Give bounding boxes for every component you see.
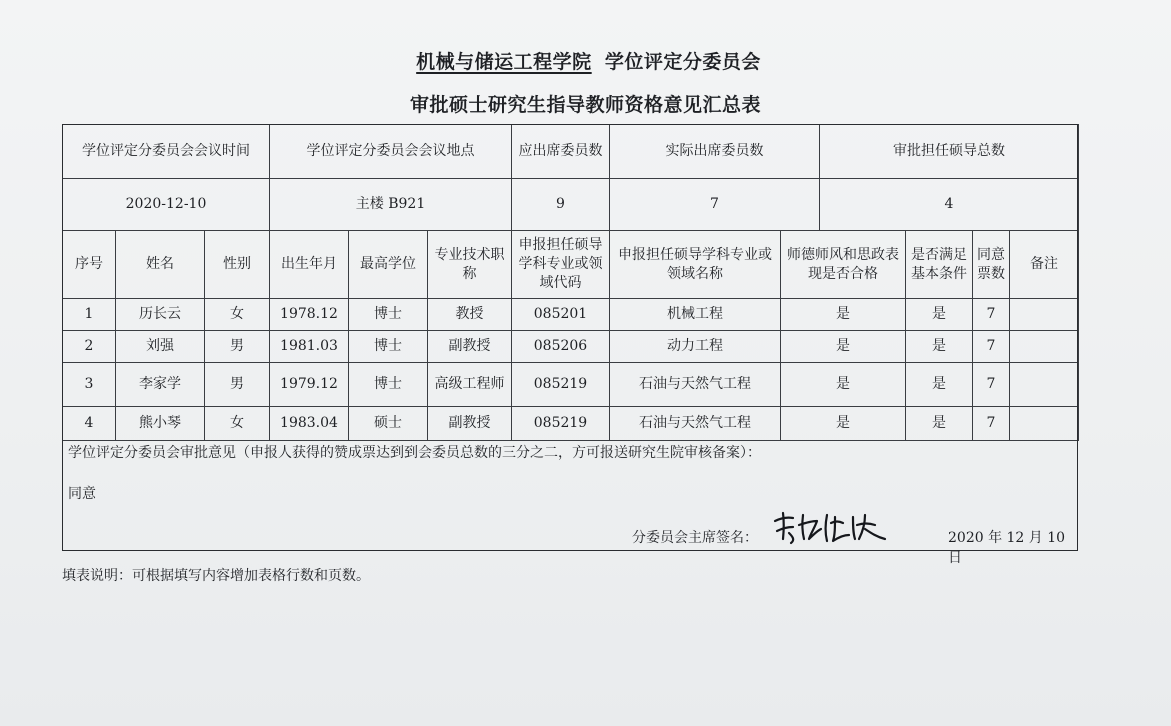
row-votes: 7 [973,299,1010,331]
college-name: 机械与储运工程学院 [416,51,592,73]
row-birth: 1983.04 [270,407,349,441]
actual-members-value: 7 [610,179,820,231]
row-basic: 是 [906,407,973,441]
row-degree: 博士 [349,331,428,363]
row-field: 动力工程 [610,331,781,363]
row-votes: 7 [973,363,1010,407]
row-ethics: 是 [781,299,906,331]
row-degree: 博士 [349,363,428,407]
meeting-time-value: 2020-12-10 [63,179,270,231]
row-field: 机械工程 [610,299,781,331]
row-gender: 男 [205,363,270,407]
committee-name: 学位评定分委员会 [604,51,761,73]
row-votes: 7 [973,331,1010,363]
row-ethics: 是 [781,331,906,363]
row-field: 石油与天然气工程 [610,363,781,407]
col-header-no: 序号 [63,231,116,299]
row-title: 副教授 [428,331,512,363]
row-name: 熊小琴 [116,407,205,441]
row-votes: 7 [973,407,1010,441]
col-header-title: 专业技术职称 [428,231,512,299]
form-title [0,47,1171,74]
row-no: 1 [63,299,116,331]
row-birth: 1979.12 [270,363,349,407]
header-expected-members: 应出席委员数 [512,125,610,179]
opinion-result: 同意 [68,486,96,502]
col-header-gender: 性别 [205,231,270,299]
row-degree: 博士 [349,299,428,331]
col-header-field: 申报担任硕导学科专业或领域名称 [610,231,781,299]
row-ethics: 是 [781,363,906,407]
col-header-basic: 是否满足基本条件 [906,231,973,299]
row-no: 2 [63,331,116,363]
row-gender: 男 [205,331,270,363]
col-header-name: 姓名 [116,231,205,299]
row-title: 副教授 [428,407,512,441]
row-title: 高级工程师 [428,363,512,407]
row-ethics: 是 [781,407,906,441]
row-gender: 女 [205,299,270,331]
opinion-heading: 学位评定分委员会审批意见（申报人获得的赞成票达到到会委员总数的三分之二，方可报送研究生院审核备案）： [68,445,761,461]
row-gender: 女 [205,407,270,441]
total-approved-value: 4 [820,179,1079,231]
row-birth: 1981.03 [270,331,349,363]
form-note: 填表说明：可根据填写内容增加表格行数和页数。 [62,568,370,584]
meeting-location-value: 主楼 B921 [270,179,512,231]
form-subtitle: 审批硕士研究生指导教师资格意见汇总表 [409,94,761,116]
row-code: 085219 [512,363,610,407]
row-birth: 1978.12 [270,299,349,331]
row-field: 石油与天然气工程 [610,407,781,441]
row-basic: 是 [906,363,973,407]
row-name: 李家学 [116,363,205,407]
col-header-birth: 出生年月 [270,231,349,299]
row-title: 教授 [428,299,512,331]
row-no: 3 [63,363,116,407]
signature-date: 2020 年 12 月 10 日 [948,530,1066,566]
row-no: 4 [63,407,116,441]
row-code: 085201 [512,299,610,331]
col-header-ethics: 师德师风和思政表现是否合格 [781,231,906,299]
col-header-code: 申报担任硕导学科专业或领域代码 [512,231,610,299]
row-code: 085219 [512,407,610,441]
expected-members-value: 9 [512,179,610,231]
col-header-degree: 最高学位 [349,231,428,299]
header-meeting-time: 学位评定分委员会会议时间 [63,125,270,179]
row-basic: 是 [906,299,973,331]
col-header-votes: 同意票数 [973,231,1010,299]
row-name: 刘强 [116,331,205,363]
col-header-remark: 备注 [1010,231,1079,299]
row-code: 085206 [512,331,610,363]
header-meeting-location: 学位评定分委员会会议地点 [270,125,512,179]
header-total-approved: 审批担任硕导总数 [820,125,1079,179]
row-name: 历长云 [116,299,205,331]
row-degree: 硕士 [349,407,428,441]
table-frame [62,124,1078,551]
row-basic: 是 [906,331,973,363]
header-actual-members: 实际出席委员数 [610,125,820,179]
chair-signature-label: 分委员会主席签名： [632,530,758,546]
